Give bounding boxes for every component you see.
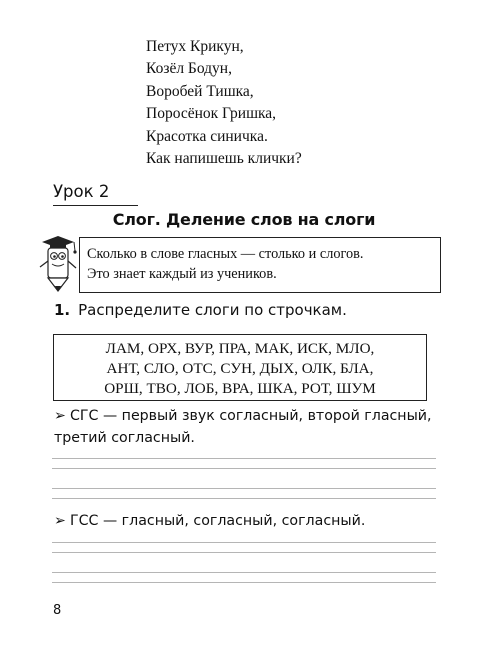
poem-line: Как напишешь клички? bbox=[146, 150, 302, 168]
writing-line bbox=[52, 582, 436, 583]
poem-line: Красотка синичка. bbox=[146, 127, 268, 145]
writing-line bbox=[52, 498, 436, 499]
writing-line bbox=[52, 552, 436, 553]
arrow-bullet-icon: ➢ bbox=[54, 513, 66, 529]
bullet-text: СГС — первый звук согласный, второй гласный, третий согласный. bbox=[54, 408, 432, 446]
rule-line: Это знает каждый из учеников. bbox=[87, 266, 277, 282]
poem-line: Поросёнок Гришка, bbox=[146, 105, 277, 123]
pencil-mascot-icon bbox=[36, 233, 82, 293]
writing-line bbox=[52, 488, 436, 489]
rule-line: Сколько в слове гласных — столько и слогов. bbox=[87, 246, 364, 262]
bullet-text: ГСС — гласный, согласный, согласный. bbox=[70, 513, 366, 529]
syllables-line: ОРШ, ТВО, ЛОБ, ВРА, ШКА, РОТ, ШУМ bbox=[104, 380, 376, 398]
writing-line bbox=[52, 458, 436, 459]
syllables-box bbox=[53, 334, 427, 401]
syllables-line: АНТ, СЛО, ОТС, СУН, ДЫХ, ОЛК, БЛА, bbox=[106, 360, 374, 378]
task-number: 1. bbox=[54, 301, 71, 319]
syllables-line: ЛАМ, ОРХ, ВУР, ПРА, МАК, ИСК, МЛО, bbox=[105, 340, 375, 357]
lesson-heading: Урок 2 bbox=[53, 182, 110, 201]
page-number: 8 bbox=[53, 603, 62, 618]
writing-line bbox=[52, 542, 436, 543]
poem bbox=[146, 36, 302, 170]
writing-line bbox=[52, 468, 436, 469]
lesson-underline bbox=[53, 205, 138, 206]
task-text: Распределите слоги по строчкам. bbox=[78, 301, 347, 319]
bullet-gss bbox=[54, 510, 365, 532]
task-1 bbox=[54, 301, 347, 319]
poem-line: Воробей Тишка, bbox=[146, 82, 254, 100]
rule-box bbox=[79, 237, 441, 293]
bullet-sgs bbox=[54, 405, 444, 449]
poem-line: Козёл Бодун, bbox=[146, 60, 232, 78]
writing-line bbox=[52, 572, 436, 573]
poem-line: Петух Крикун, bbox=[146, 38, 244, 55]
topic-title: Слог. Деление слов на слоги bbox=[112, 210, 376, 229]
arrow-bullet-icon: ➢ bbox=[54, 408, 66, 424]
